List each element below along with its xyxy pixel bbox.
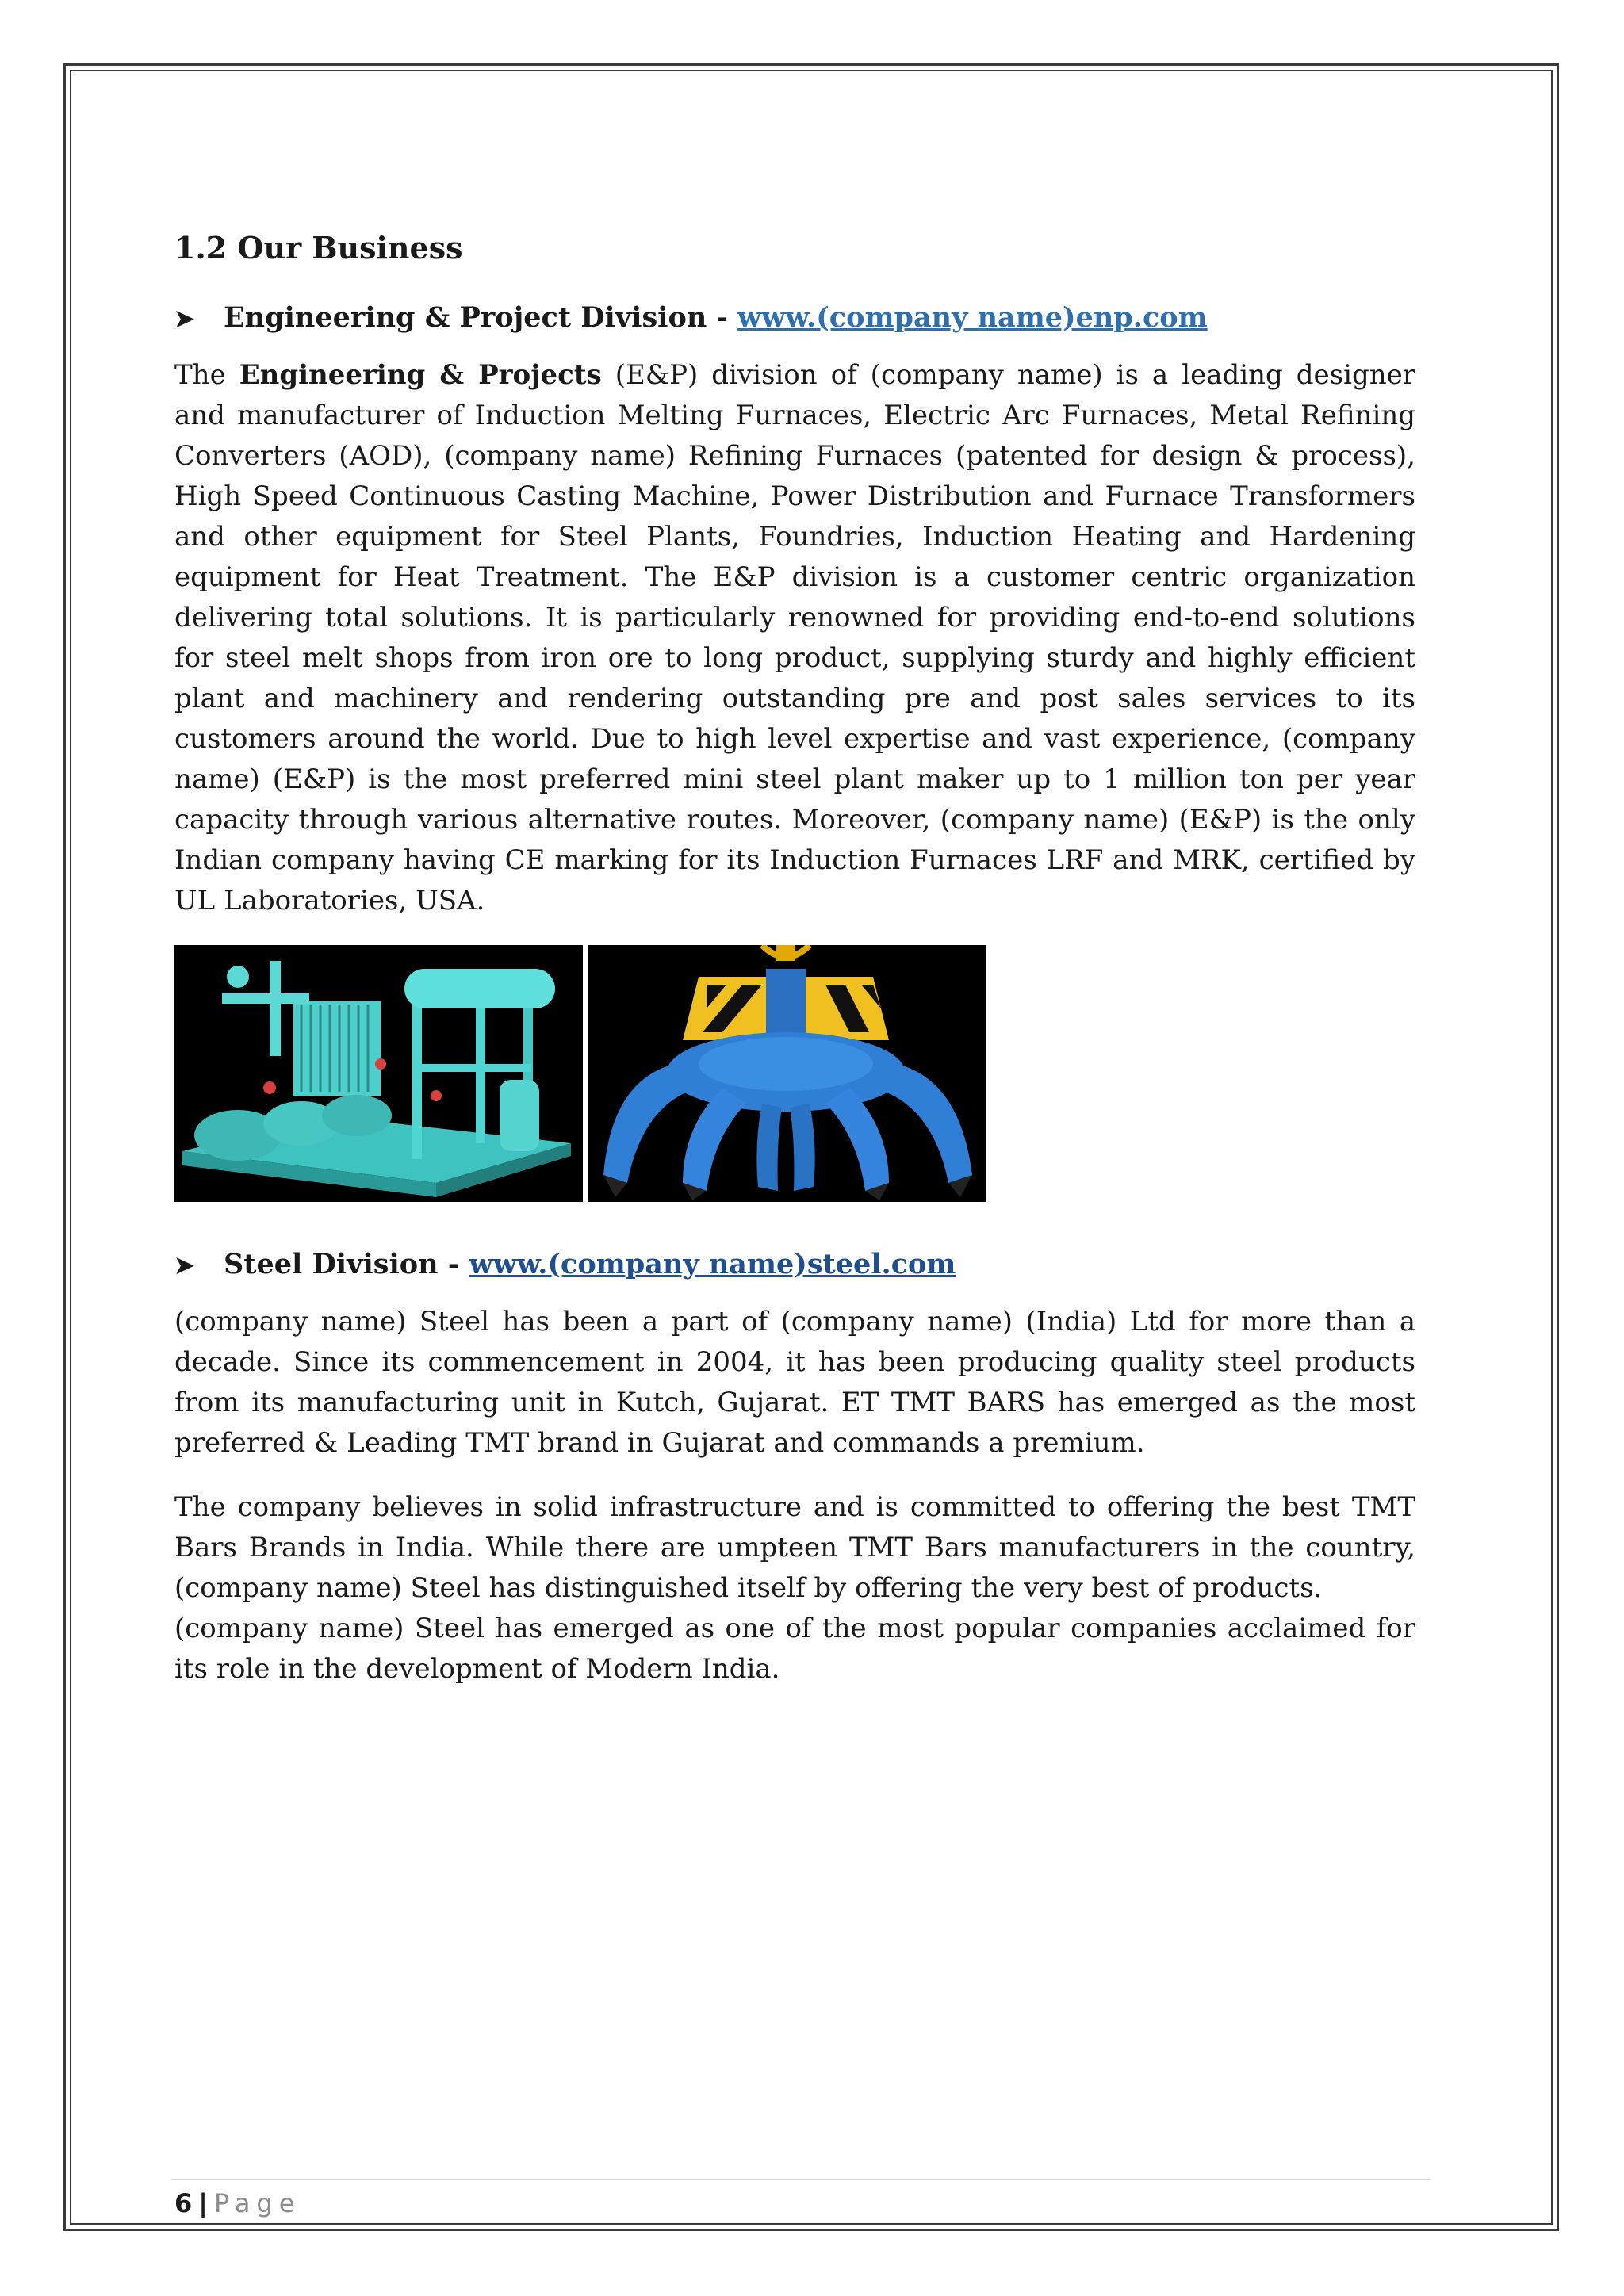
steel-paragraph-2: The company believes in solid infrastructure and is committed to offering the best TMT Bars Brands in India. While there are umpteen TMT Bars manufacturers in the country, (company name) Steel has distinguished itself by offering the very best of products.: [174, 1490, 1415, 1604]
section-title: 1.2 Our Business: [174, 230, 463, 266]
steel-division-heading: [174, 1248, 1415, 1281]
page-label: Page: [213, 2188, 301, 2218]
arrow-bullet-icon: ➤: [174, 304, 195, 333]
arrow-bullet-icon: ➤: [174, 1251, 195, 1280]
scrap-grab-image: [588, 945, 986, 1202]
steel-heading-text: Steel Division -: [224, 1247, 469, 1280]
footer-divider: [171, 2179, 1431, 2180]
ep-division-heading: [174, 301, 1415, 335]
ep-description: [174, 355, 1415, 921]
footer-separator: |: [198, 2188, 208, 2218]
page-footer: [174, 2188, 301, 2218]
steel-paragraph-3: (company name) Steel has emerged as one of the most popular companies acclaimed for its role in the development of Modern India.: [174, 1612, 1415, 1685]
steel-paragraph-1: (company name) Steel has been a part of (company name) (India) Ltd for more than a decade. Since its commencement in 2004, it has been producing quality steel products from its manufacturing unit in Kutch, Gujarat. ET TMT BARS has emerged as the most preferred & Leading TMT brand in Gujarat and commands a premium.: [174, 1305, 1415, 1459]
ep-body-text: (E&P) division of (company name) is a leading designer and manufacturer of Induction Melting Furnaces, Electric Arc Furnaces, Metal Refining Converters (AOD), (company name) Refining Furnaces (patented for design & process), High Speed Continuous Casting Machine, Power Distribution and Furnace Transformers and other equipment for Steel Plants, Foundries, Induction Heating and Hardening equipment for Heat Treatment. The E&P division is a customer centric organization delivering total solutions. It is particularly renowned for providing end-to-end solutions for steel melt shops from iron ore to long product, supplying sturdy and highly efficient plant and machinery and rendering outstanding pre and post sales services to its customers around the world. Due to high level expertise and vast experience, (company name) (E&P) is the most preferred mini steel plant maker up to 1 million ton per year capacity through various alternative routes. Moreover, (company name) (E&P) is the only Indian company having CE marking for its Induction Furnaces LRF and MRK, certified by UL Laboratories, USA.: [174, 358, 1416, 916]
ep-website-link[interactable]: www.(company name)enp.com: [737, 300, 1208, 334]
steel-website-link[interactable]: www.(company name)steel.com: [469, 1247, 956, 1280]
ep-intro-start: The: [174, 358, 239, 391]
product-images: [174, 945, 1415, 1202]
page-content: [174, 230, 1415, 1713]
ep-intro-bold: Engineering & Projects: [239, 358, 602, 391]
equipment-skid-image: [174, 945, 583, 1202]
page-number: 6: [174, 2188, 193, 2218]
ep-heading-text: Engineering & Project Division -: [224, 300, 738, 334]
